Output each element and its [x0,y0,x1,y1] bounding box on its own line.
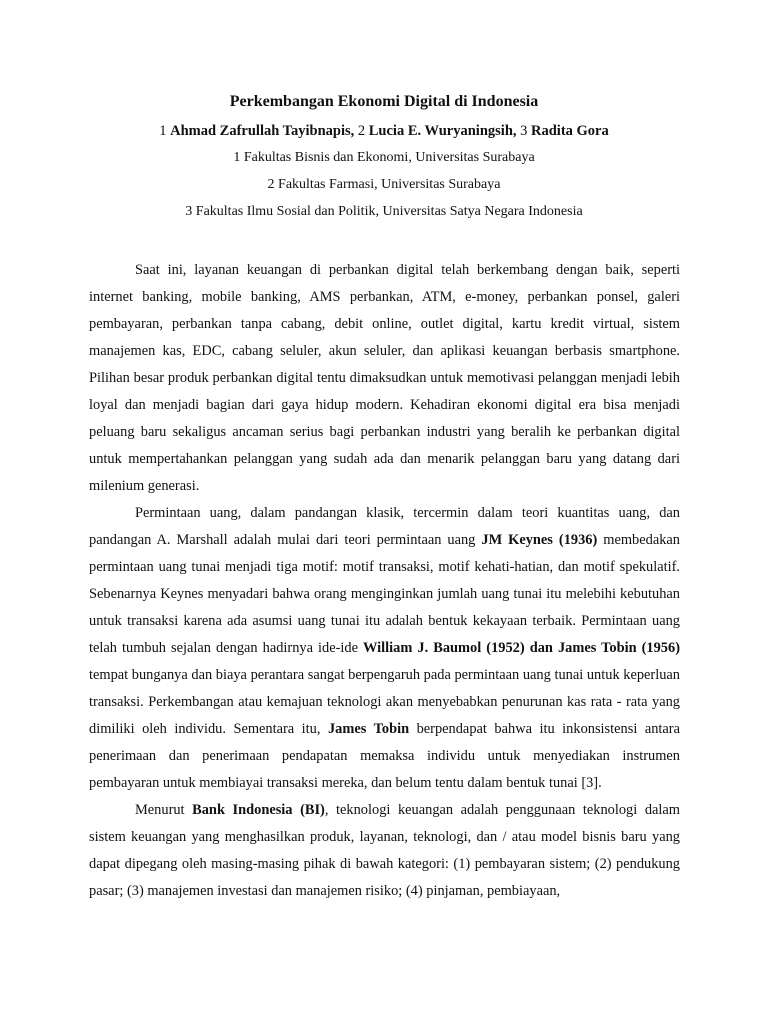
body-paragraph [89,500,680,797]
author-entry: 2 Lucia E. Wuryaningsih, [357,123,521,139]
paragraph-text: Permintaan uang, dalam pandangan klasik, tercermin dalam teori kuantitas uang, dan pandangan A. Marshall adalah mulai dari teori permintaan uang [89,505,680,548]
bold-citation: JM Keynes (1936) [481,532,598,548]
paragraph-text: Saat ini, layanan keuangan di perbankan digital telah berkembang dengan baik, seperti internet banking, mobile banking, AMS perbankan, ATM, e-money, perbankan ponsel, galeri pembayaran, perbankan tanpa cabang, debit online, outlet digital, kartu kredit virtual, sistem manajemen kas, EDC, cabang seluler, akun seluler, dan aplikasi keuangan berbasis smartphone. Pilihan besar produk perbankan digital tentu dimaksudkan untuk memotivasi pelanggan menjadi lebih loyal dan menjadi bagian dari gaya hidup modern. Kehadiran ekonomi digital era bisa menjadi peluang baru sekaligus ancaman serius bagi perbankan industri yang beralih ke perbankan digital untuk mempertahankan pelanggan yang sudah ada dan menarik pelanggan baru yang datang dari milenium generasi. [89,262,680,494]
paragraph-text: membedakan permintaan uang tunai menjadi tiga motif: motif transaksi, motif kehati-hatian, dan motif spekulatif. Sebenarnya Keynes menyadari bahwa orang menginginkan jumlah uang tunai itu melebihi kebutuhan untuk transaksi karena ada asumsi uang tunai itu adalah bentuk kekayaan terbaik. Permintaan uang telah tumbuh sejalan dengan hadirnya ide-ide [89,532,680,656]
paragraph-text: berpendapat bahwa itu inkonsistensi antara penerimaan dan penerimaan pendapatan memaksa individu untuk menyediakan instrumen pembayaran untuk membiayai transaksi mereka, dan belum tentu dalam bentuk tunai [3]. [89,721,680,791]
author-name: Radita Gora [531,123,609,139]
bold-citation: James Tobin [327,721,410,737]
affiliation: 1 Fakultas Bisnis dan Ekonomi, Universitas Surabaya [233,150,535,165]
author-name: Ahmad Zafrullah Tayibnapis [170,123,351,139]
author-number: 3 [520,123,528,139]
bold-citation: William J. Baumol (1952) dan James Tobin (1956) [363,640,680,656]
paragraph-text: tempat bunganya dan biaya perantara sangat berpengaruh pada permintaan uang tunai untuk keperluan transaksi. Perkembangan atau kemajuan teknologi akan menyebabkan penurunan kas rata - rata yang dimiliki oleh individu. Sementara itu, [89,667,680,737]
bold-citation: Bank Indonesia (BI) [192,802,325,818]
author-entry: 1 Ahmad Zafrullah Tayibnapis, [159,123,358,139]
paper-header [0,92,768,229]
author-name: Lucia E. Wuryaningsih [368,123,513,139]
body-paragraph [89,257,680,500]
paragraph-text: Menurut [135,802,193,818]
author-number: 1 [159,123,167,139]
paper-body [89,257,680,905]
affiliation: 2 Fakultas Farmasi, Universitas Surabaya [267,177,501,192]
affiliation: 3 Fakultas Ilmu Sosial dan Politik, Universitas Satya Negara Indonesia [185,204,583,219]
body-paragraph [89,797,680,905]
author-list [0,121,768,141]
author-entry [520,123,609,139]
paper-title: Perkembangan Ekonomi Digital di Indonesia [229,93,539,110]
author-number: 2 [357,123,366,139]
paragraph-text: , teknologi keuangan adalah penggunaan teknologi dalam sistem keuangan yang menghasilkan produk, layanan, teknologi, dan / atau model bisnis baru yang dapat dipegang oleh masing-masing pihak di bawah kategori: (1) pembayaran sistem; (2) pendukung pasar; (3) manajemen investasi dan manajemen risiko; (4) pinjaman, pembiayaan, [89,802,680,899]
